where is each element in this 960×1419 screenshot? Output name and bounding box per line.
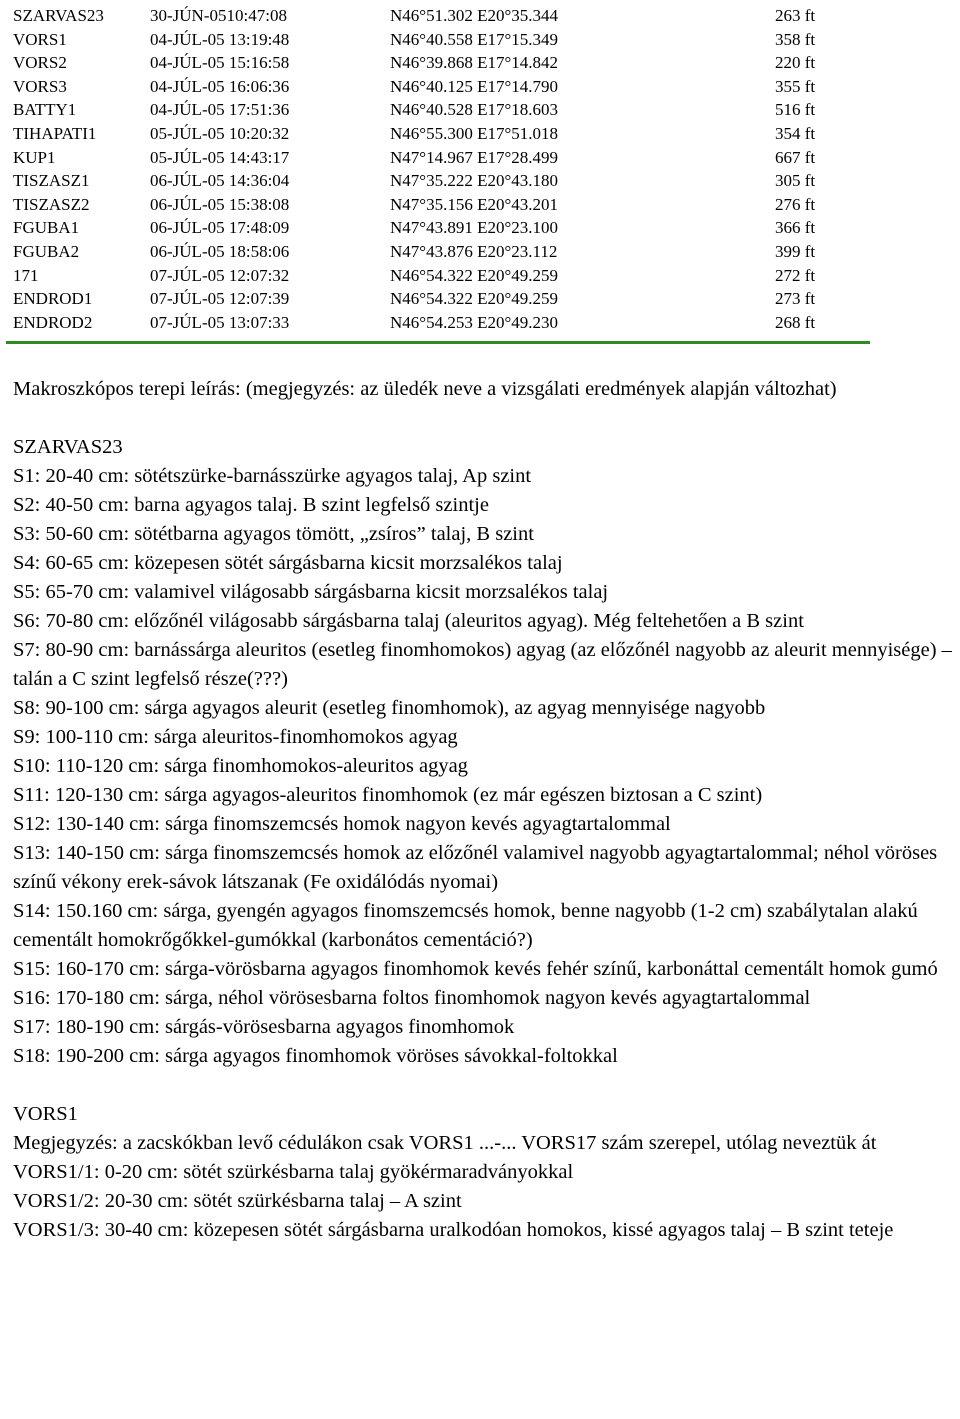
waypoint-name: BATTY1 bbox=[13, 100, 77, 120]
sample-line: S15: 160-170 cm: sárga-vörösbarna agyagos finomhomok kevés fehér színű, karbonáttal cementált homok gumó bbox=[13, 958, 938, 980]
waypoint-name: VORS1 bbox=[13, 29, 67, 49]
sample-line: S9: 100-110 cm: sárga aleuritos-finomhomokos agyag bbox=[13, 726, 458, 748]
waypoint-altitude: 268 ft bbox=[775, 312, 816, 332]
waypoint-coords: N46°54.322 E20°49.259 bbox=[390, 265, 559, 285]
waypoint-name: ENDROD2 bbox=[13, 312, 93, 332]
table-row bbox=[13, 311, 873, 335]
sample-line: S14: 150.160 cm: sárga, gyengén agyagos finomszemcsés homok, benne nagyobb (1-2 cm) szabálytalan alakú cementált homokrőgőkkel-gumókkal (karbonátos cementáció?) bbox=[13, 900, 918, 951]
waypoint-altitude: 273 ft bbox=[775, 289, 816, 309]
waypoint-altitude: 263 ft bbox=[775, 6, 816, 25]
waypoint-name: KUP1 bbox=[13, 147, 56, 167]
sample-line: S16: 170-180 cm: sárga, néhol vörösesbarna foltos finomhomok nagyon kevés agyagtartalommal bbox=[13, 987, 811, 1009]
waypoint-coords: N47°35.156 E20°43.201 bbox=[390, 194, 559, 214]
waypoint-name: VORS3 bbox=[13, 76, 67, 96]
sample-line: S1: 20-40 cm: sötétszürke-barnásszürke agyagos talaj, Ap szint bbox=[13, 465, 532, 487]
table-row bbox=[13, 98, 873, 122]
waypoint-name: FGUBA1 bbox=[13, 218, 80, 238]
waypoint-coords: N46°54.322 E20°49.259 bbox=[390, 289, 559, 309]
spacer bbox=[13, 1071, 958, 1100]
waypoint-datetime: 06-JÚL-05 14:36:04 bbox=[150, 171, 290, 191]
sample-line: S2: 40-50 cm: barna agyagos talaj. B szint legfelső szintje bbox=[13, 494, 489, 516]
table-row bbox=[13, 169, 873, 193]
waypoint-datetime: 04-JÚL-05 17:51:36 bbox=[150, 100, 290, 120]
table-row bbox=[13, 122, 873, 146]
sample-line: S3: 50-60 cm: sötétbarna agyagos tömött, „zsíros” talaj, B szint bbox=[13, 523, 534, 545]
table-row bbox=[13, 28, 873, 52]
table-row bbox=[13, 75, 873, 99]
sample-line: S13: 140-150 cm: sárga finomszemcsés homok az előzőnél valamivel nagyobb agyagtartalommal; néhol vöröses színű vékony erek-sávok látszanak (Fe oxidálódás nyomai) bbox=[13, 842, 938, 893]
spacer bbox=[13, 404, 958, 433]
waypoint-datetime: 07-JÚL-05 12:07:39 bbox=[150, 289, 290, 309]
waypoint-table bbox=[13, 4, 873, 334]
waypoint-datetime: 04-JÚL-05 15:16:58 bbox=[150, 53, 290, 73]
table-row bbox=[13, 51, 873, 75]
waypoint-altitude: 354 ft bbox=[775, 123, 816, 143]
waypoint-table-body bbox=[13, 4, 873, 334]
intro-paragraph: Makroszkópos terepi leírás: (megjegyzés: az üledék neve a vizsgálati eredmények alapján változhat) bbox=[13, 378, 837, 400]
waypoint-altitude: 358 ft bbox=[775, 29, 816, 49]
sample-line: S6: 70-80 cm: előzőnél világosabb sárgásbarna talaj (aleuritos agyag). Még feltehetően a B szint bbox=[13, 610, 804, 632]
sample-line: S11: 120-130 cm: sárga agyagos-aleuritos finomhomok (ez már egészen biztosan a C szint) bbox=[13, 784, 763, 806]
sample-line: S10: 110-120 cm: sárga finomhomokos-aleuritos agyag bbox=[13, 755, 468, 777]
waypoint-datetime: 05-JÚL-05 14:43:17 bbox=[150, 147, 290, 167]
waypoint-name: ENDROD1 bbox=[13, 289, 93, 309]
sample-line: Megjegyzés: a zacskókban levő cédulákon csak VORS1 ...-... VORS17 szám szerepel, utólag neveztük át bbox=[13, 1132, 877, 1154]
table-row bbox=[13, 4, 873, 28]
waypoint-altitude: 516 ft bbox=[775, 100, 816, 120]
waypoint-name: TISZASZ1 bbox=[13, 171, 90, 191]
waypoint-coords: N47°43.891 E20°23.100 bbox=[390, 218, 559, 238]
sample-line: S12: 130-140 cm: sárga finomszemcsés homok nagyon kevés agyagtartalommal bbox=[13, 813, 671, 835]
document-body bbox=[13, 375, 958, 1245]
waypoint-datetime: 06-JÚL-05 18:58:06 bbox=[150, 241, 290, 261]
table-row bbox=[13, 287, 873, 311]
table-bottom-rule bbox=[6, 341, 870, 344]
section-title-vors1: VORS1 bbox=[13, 1103, 78, 1125]
waypoint-datetime: 04-JÚL-05 13:19:48 bbox=[150, 29, 290, 49]
waypoint-coords: N46°51.302 E20°35.344 bbox=[390, 6, 559, 25]
sample-line: VORS1/2: 20-30 cm: sötét szürkésbarna talaj – A szint bbox=[13, 1190, 462, 1212]
waypoint-altitude: 667 ft bbox=[775, 147, 816, 167]
sample-line: VORS1/3: 30-40 cm: közepesen sötét sárgásbarna uralkodóan homokos, kissé agyagos talaj – B szint teteje bbox=[13, 1219, 894, 1241]
sample-line: S8: 90-100 cm: sárga agyagos aleurit (esetleg finomhomok), az agyag mennyisége nagyobb bbox=[13, 697, 766, 719]
waypoint-coords: N46°40.528 E17°18.603 bbox=[390, 100, 559, 120]
waypoint-coords: N47°14.967 E17°28.499 bbox=[390, 147, 559, 167]
waypoint-altitude: 305 ft bbox=[775, 171, 816, 191]
waypoint-altitude: 355 ft bbox=[775, 76, 816, 96]
waypoint-coords: N46°55.300 E17°51.018 bbox=[390, 123, 559, 143]
sample-line: S4: 60-65 cm: közepesen sötét sárgásbarna kicsit morzsalékos talaj bbox=[13, 552, 563, 574]
waypoint-name: TIHAPATI1 bbox=[13, 123, 97, 143]
waypoint-name: TISZASZ2 bbox=[13, 194, 90, 214]
waypoint-name: FGUBA2 bbox=[13, 241, 80, 261]
waypoint-datetime: 05-JÚL-05 10:20:32 bbox=[150, 123, 290, 143]
waypoint-coords: N46°39.868 E17°14.842 bbox=[390, 53, 559, 73]
section-title-szarvas23: SZARVAS23 bbox=[13, 436, 123, 458]
waypoint-datetime: 04-JÚL-05 16:06:36 bbox=[150, 76, 290, 96]
table-row bbox=[13, 193, 873, 217]
waypoint-datetime: 07-JÚL-05 12:07:32 bbox=[150, 265, 290, 285]
waypoint-altitude: 366 ft bbox=[775, 218, 816, 238]
table-row bbox=[13, 146, 873, 170]
sample-line: S18: 190-200 cm: sárga agyagos finomhomok vöröses sávokkal-foltokkal bbox=[13, 1045, 618, 1067]
waypoint-coords: N46°40.125 E17°14.790 bbox=[390, 76, 559, 96]
waypoint-datetime: 06-JÚL-05 15:38:08 bbox=[150, 194, 290, 214]
waypoint-datetime: 06-JÚL-05 17:48:09 bbox=[150, 218, 290, 238]
waypoint-coords: N46°40.558 E17°15.349 bbox=[390, 29, 559, 49]
waypoint-datetime: 07-JÚL-05 13:07:33 bbox=[150, 312, 290, 332]
waypoint-altitude: 399 ft bbox=[775, 241, 816, 261]
waypoint-name: SZARVAS23 bbox=[13, 6, 104, 25]
table-row bbox=[13, 240, 873, 264]
table-row bbox=[13, 216, 873, 240]
sample-line: S17: 180-190 cm: sárgás-vörösesbarna agyagos finomhomok bbox=[13, 1016, 515, 1038]
waypoint-coords: N47°43.876 E20°23.112 bbox=[390, 241, 558, 261]
sample-line: S5: 65-70 cm: valamivel világosabb sárgásbarna kicsit morzsalékos talaj bbox=[13, 581, 609, 603]
waypoint-altitude: 220 ft bbox=[775, 53, 816, 73]
waypoint-coords: N46°54.253 E20°49.230 bbox=[390, 312, 559, 332]
sample-line: VORS1/1: 0-20 cm: sötét szürkésbarna talaj gyökérmaradványokkal bbox=[13, 1161, 574, 1183]
waypoint-coords: N47°35.222 E20°43.180 bbox=[390, 171, 559, 191]
sample-line: S7: 80-90 cm: barnássárga aleuritos (esetleg finomhomokos) agyag (az előzőnél nagyobb az aleurit mennyisége) – talán a C szint legfelső része(???) bbox=[13, 639, 952, 690]
waypoint-name: VORS2 bbox=[13, 53, 67, 73]
waypoint-datetime: 30-JÚN-0510:47:08 bbox=[150, 6, 287, 25]
waypoint-name: 171 bbox=[13, 265, 39, 285]
table-row bbox=[13, 264, 873, 288]
waypoint-altitude: 276 ft bbox=[775, 194, 816, 214]
waypoint-altitude: 272 ft bbox=[775, 265, 816, 285]
